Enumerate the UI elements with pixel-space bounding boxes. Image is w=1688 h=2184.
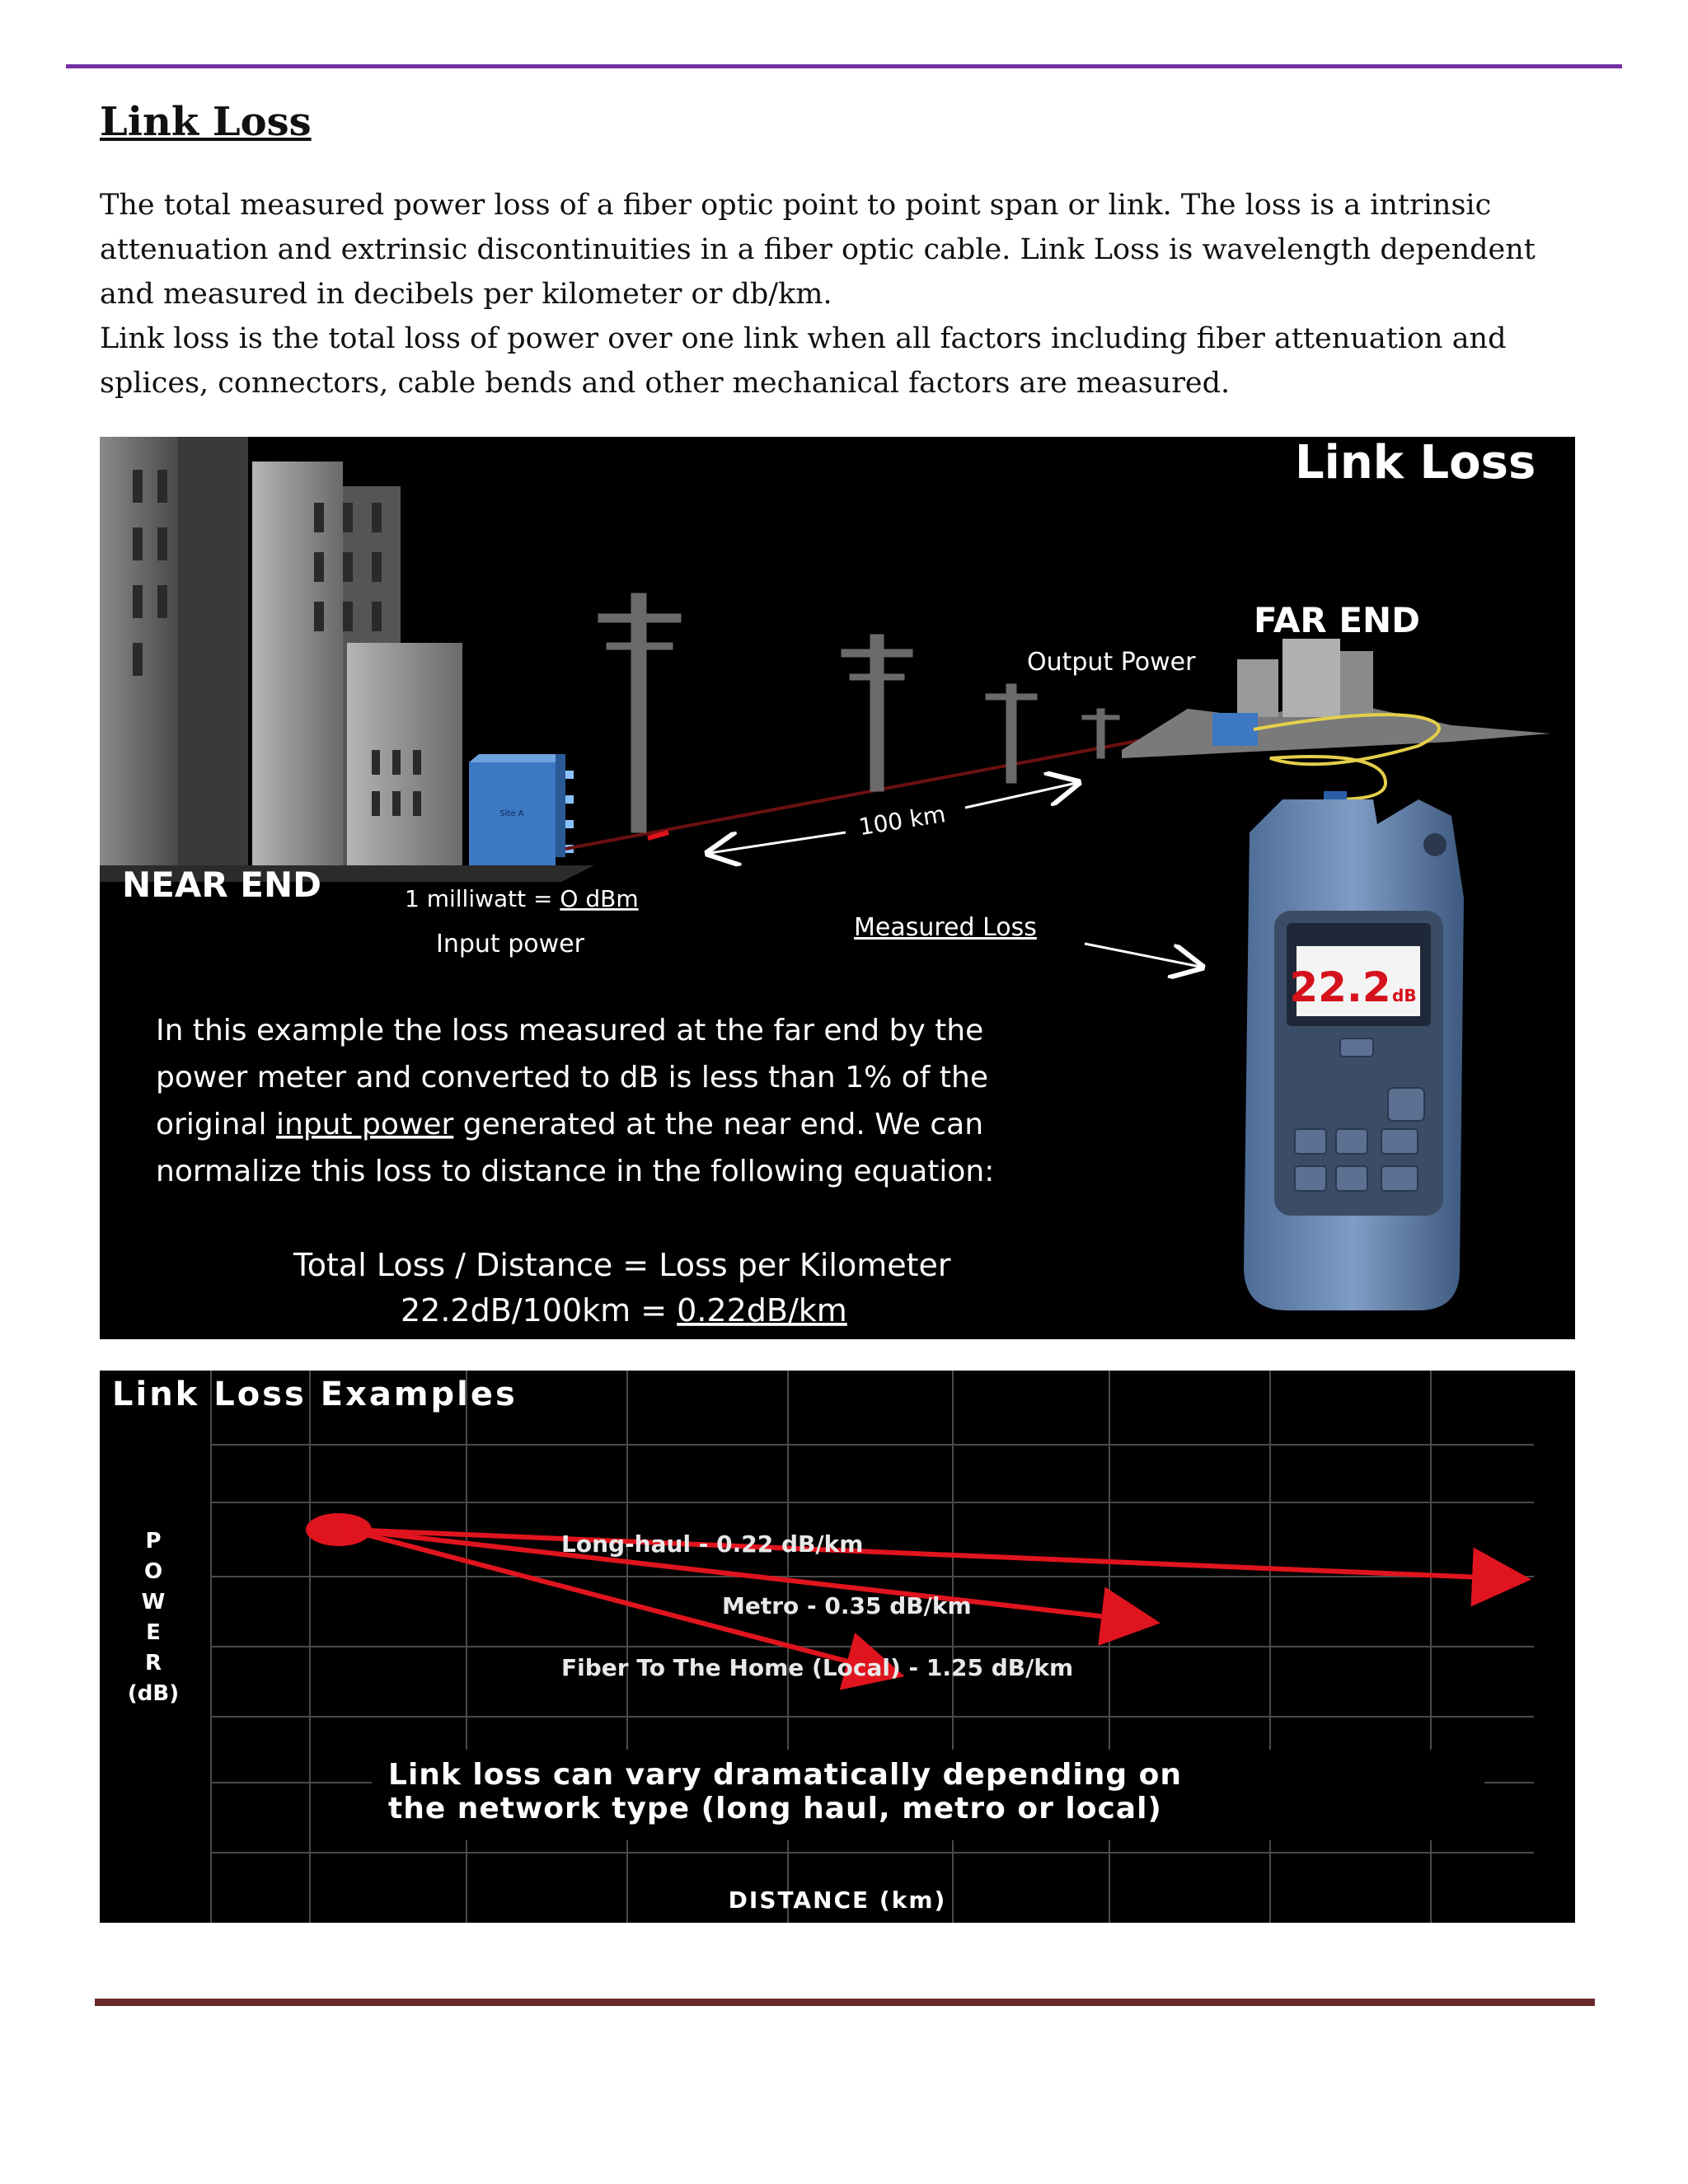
page-title: Link Loss xyxy=(100,99,312,145)
meter-reading: 22.2 xyxy=(1289,963,1391,1011)
meter-unit: dB xyxy=(1392,986,1417,1005)
x-axis-label: DISTANCE (km) xyxy=(728,1886,947,1914)
figure1-title: Link Loss xyxy=(1295,437,1536,490)
svg-text:E: E xyxy=(146,1620,161,1645)
paragraph-total-loss: Link loss is the total loss of power over one link when all factors including fiber attenuation and splices, connectors, cable bends and other mechanical factors are measured. xyxy=(100,322,1507,400)
long-haul-label: Long-haul - 0.22 dB/km xyxy=(561,1530,864,1558)
note-line-2: the network type (long haul, metro or local) xyxy=(388,1792,1162,1825)
distance-arrow xyxy=(710,783,1076,853)
metro-label: Metro - 0.35 dB/km xyxy=(722,1592,972,1619)
site-a-device xyxy=(469,754,574,865)
svg-text:original input power generated: original input power generated at the near end. We can xyxy=(156,1108,984,1141)
body-text xyxy=(100,183,1583,405)
svg-text:In this example the loss measu: In this example the loss measured at the far end by the xyxy=(156,1014,984,1047)
long-haul-arrow xyxy=(347,1530,1522,1579)
y-axis-label xyxy=(128,1529,179,1706)
svg-text:normalize this loss to distanc: normalize this loss to distance in the following equation: xyxy=(156,1155,995,1188)
note-line-1: Link loss can vary dramatically depending on xyxy=(388,1758,1183,1792)
power-meter xyxy=(1244,799,1464,1310)
svg-text:O: O xyxy=(143,1559,163,1584)
input-power-label: Input power xyxy=(436,930,584,958)
paragraph-definition: The total measured power loss of a fiber optic point to point span or link. The loss is a intrinsic attenuation and extrinsic discontinuities in a fiber optic cable. Link Loss is wavelength dependent and measured in decibels per kilometer or db/km. xyxy=(100,189,1536,311)
local-label: Fiber To The Home (Local) - 1.25 dB/km xyxy=(561,1654,1074,1681)
equation-line-2: 22.2dB/100km = 0.22dB/km xyxy=(401,1292,847,1329)
far-end-label: FAR END xyxy=(1254,600,1421,640)
figure2-title: Link Loss Examples xyxy=(112,1376,518,1413)
svg-text:P: P xyxy=(145,1529,162,1554)
svg-text:W: W xyxy=(141,1590,166,1615)
measured-loss-label: Measured Loss xyxy=(854,913,1037,942)
bottom-rule xyxy=(95,1999,1595,2006)
svg-text:power meter and converted to d: power meter and converted to dB is less than 1% of the xyxy=(156,1061,988,1094)
svg-text:(dB): (dB) xyxy=(127,1681,180,1706)
site-a-label: Site A xyxy=(499,809,524,818)
input-equation: 1 milliwatt = O dBm xyxy=(405,885,639,912)
explanation-text xyxy=(156,1014,994,1188)
link-loss-illustration xyxy=(100,437,1575,1339)
near-end-label: NEAR END xyxy=(122,865,322,905)
measured-loss-arrow xyxy=(1085,944,1200,967)
top-rule xyxy=(66,64,1622,68)
equation-line-1: Total Loss / Distance = Loss per Kilometer xyxy=(293,1247,951,1283)
link-loss-examples-chart xyxy=(100,1371,1575,1923)
output-power-label: Output Power xyxy=(1027,648,1196,677)
svg-text:R: R xyxy=(144,1651,162,1675)
distance-label: 100 km xyxy=(856,800,948,841)
